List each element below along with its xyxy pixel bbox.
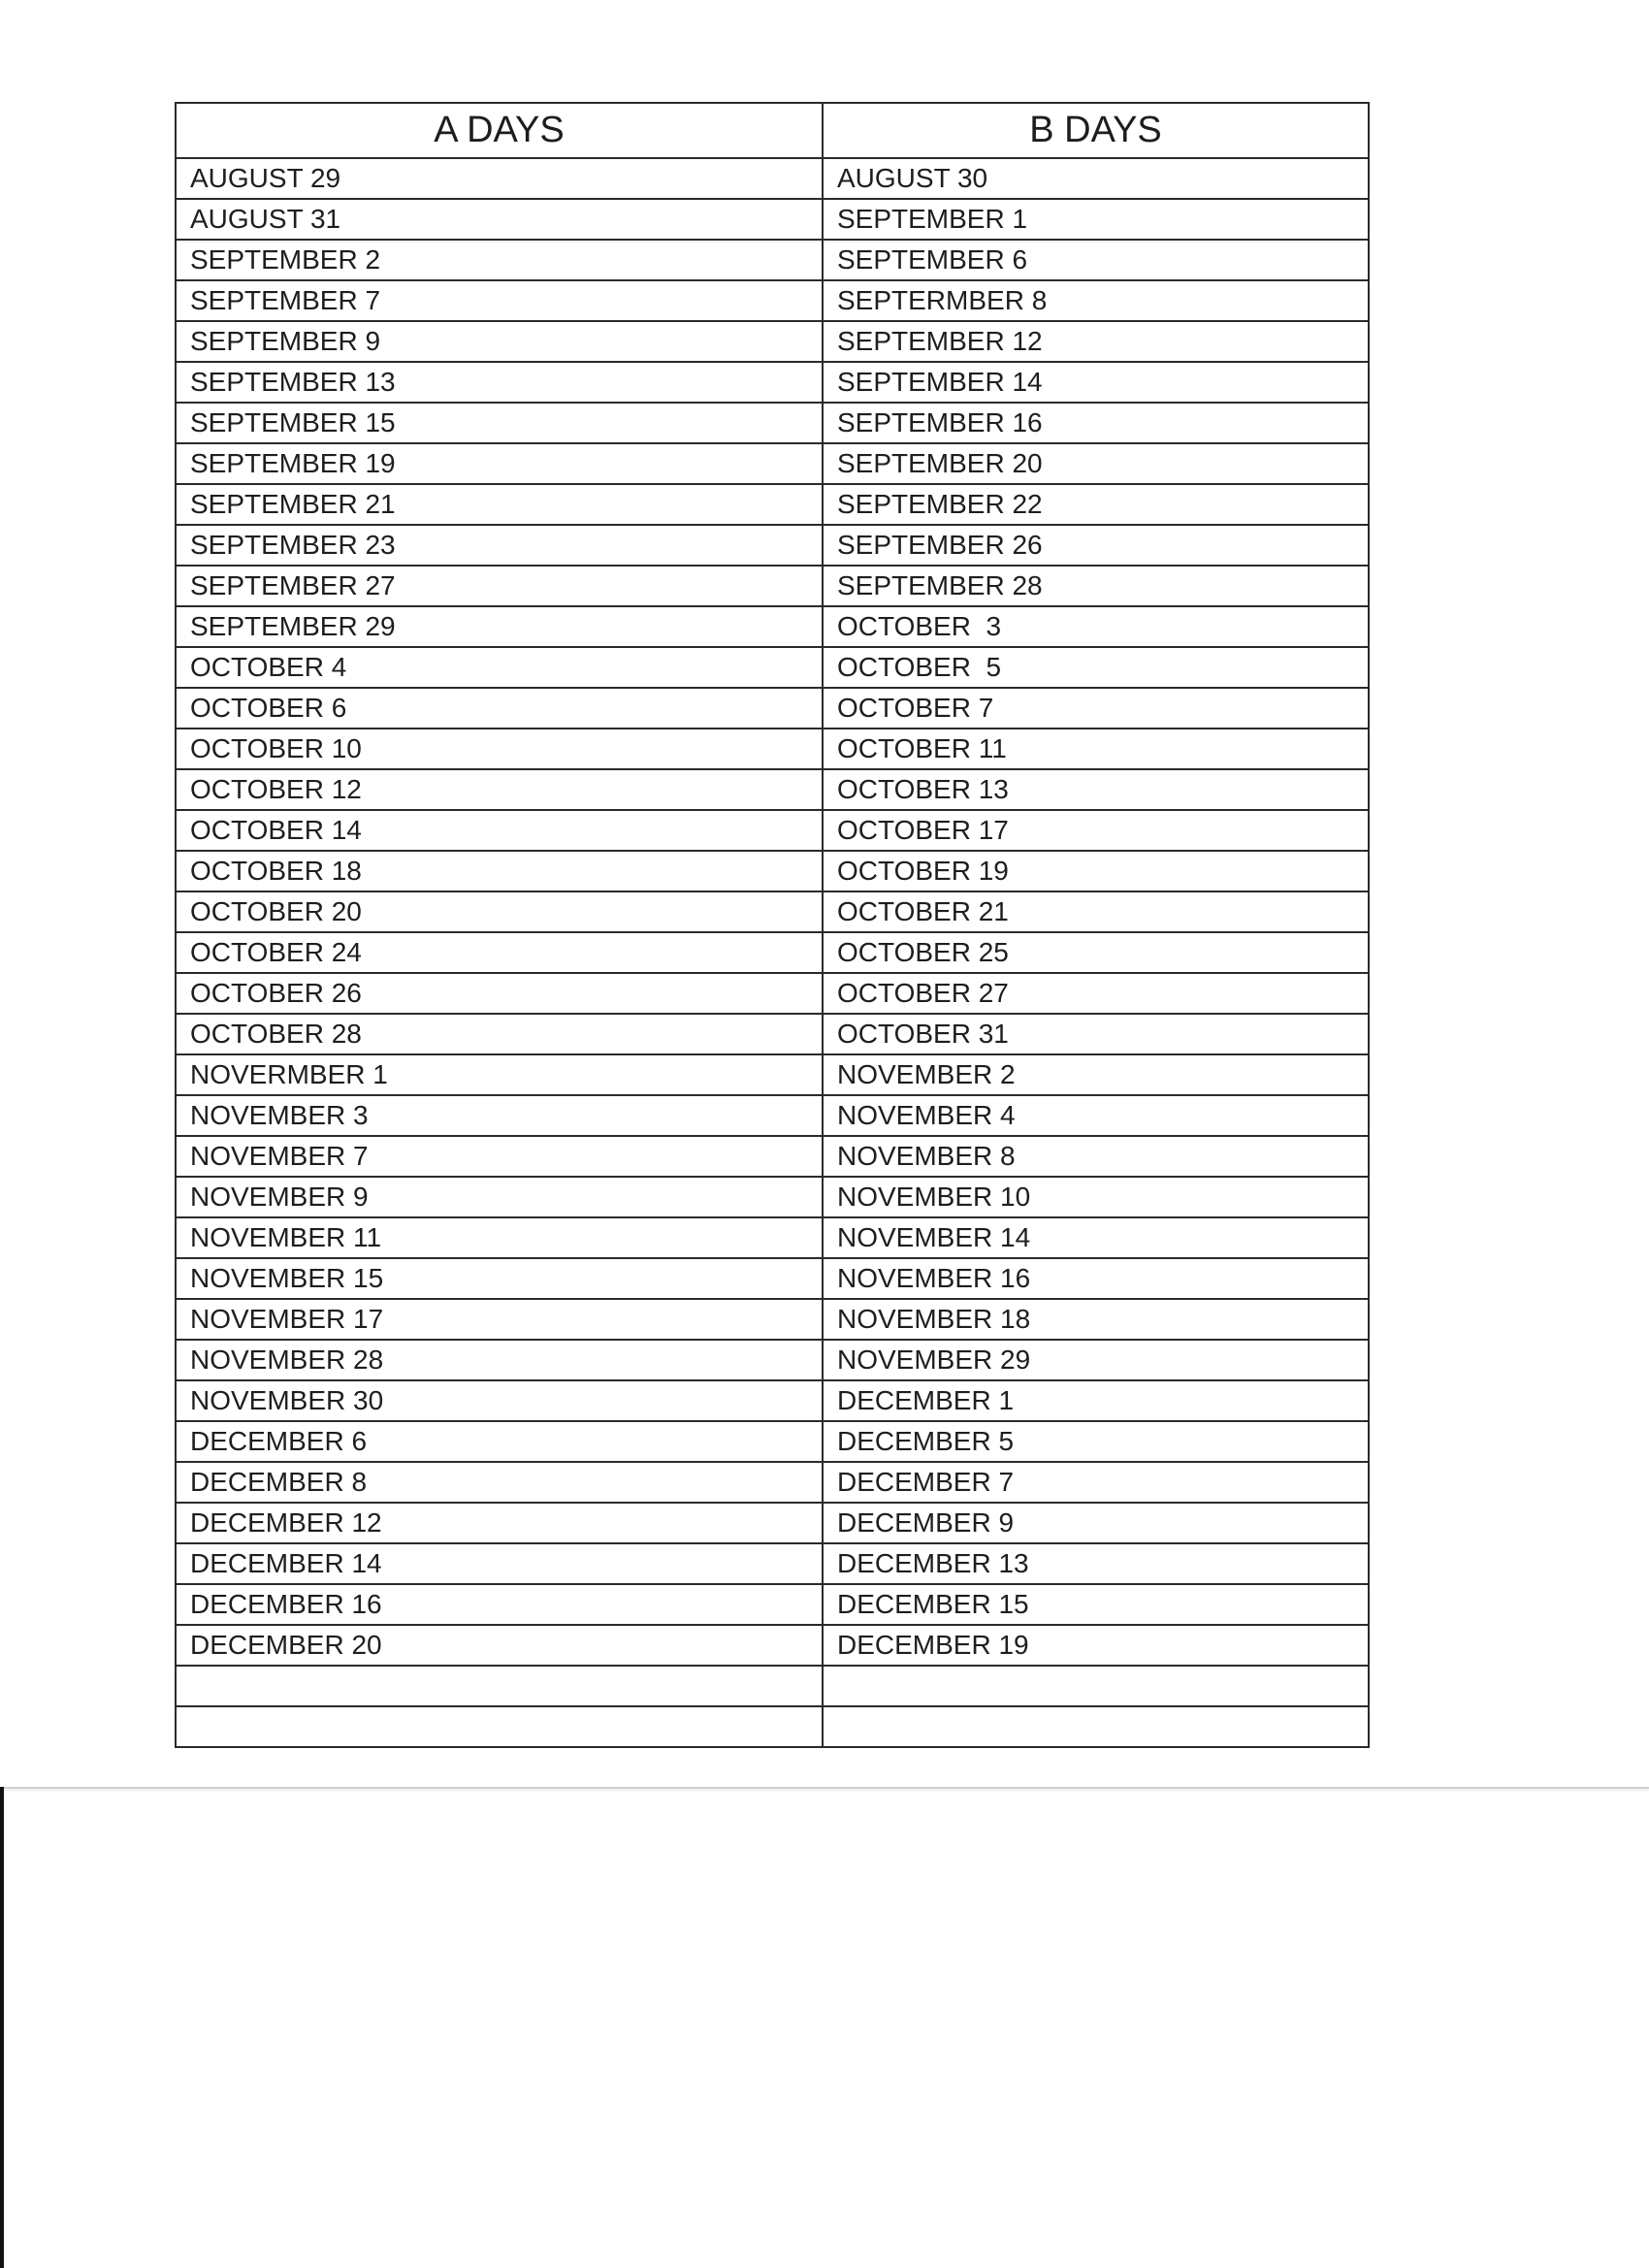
b-day-cell: SEPTEMBER 6 xyxy=(823,240,1369,280)
table-row xyxy=(176,403,1369,443)
b-day-cell: NOVEMBER 18 xyxy=(823,1299,1369,1340)
b-day-cell: SEPTEMBER 1 xyxy=(823,199,1369,240)
a-days-header: A DAYS xyxy=(176,103,823,158)
a-day-cell: SEPTEMBER 13 xyxy=(176,362,823,403)
b-day-cell: SEPTEMBER 22 xyxy=(823,484,1369,525)
b-day-cell: DECEMBER 5 xyxy=(823,1421,1369,1462)
b-day-cell: OCTOBER 7 xyxy=(823,688,1369,729)
a-day-cell: OCTOBER 20 xyxy=(176,891,823,932)
table-row xyxy=(176,321,1369,362)
a-day-cell: OCTOBER 18 xyxy=(176,851,823,891)
table-row xyxy=(176,729,1369,769)
b-day-cell: SEPTEMBER 20 xyxy=(823,443,1369,484)
a-day-cell: OCTOBER 10 xyxy=(176,729,823,769)
a-day-cell: SEPTEMBER 9 xyxy=(176,321,823,362)
b-day-cell: OCTOBER 11 xyxy=(823,729,1369,769)
table-row xyxy=(176,1136,1369,1177)
table-row xyxy=(176,851,1369,891)
a-day-cell: DECEMBER 6 xyxy=(176,1421,823,1462)
b-day-cell: SEPTEMBER 26 xyxy=(823,525,1369,566)
table-row xyxy=(176,1258,1369,1299)
table-row xyxy=(176,606,1369,647)
table-row xyxy=(176,525,1369,566)
a-day-cell: DECEMBER 14 xyxy=(176,1543,823,1584)
b-day-cell: NOVEMBER 16 xyxy=(823,1258,1369,1299)
table-row xyxy=(176,1503,1369,1543)
a-day-cell: NOVEMBER 30 xyxy=(176,1380,823,1421)
b-day-cell: SEPTEMBER 14 xyxy=(823,362,1369,403)
b-day-cell: NOVEMBER 4 xyxy=(823,1095,1369,1136)
a-day-cell: AUGUST 29 xyxy=(176,158,823,199)
b-day-cell: AUGUST 30 xyxy=(823,158,1369,199)
b-day-cell: DECEMBER 7 xyxy=(823,1462,1369,1503)
table-row xyxy=(176,1340,1369,1380)
b-day-cell: NOVEMBER 8 xyxy=(823,1136,1369,1177)
b-day-cell: OCTOBER 13 xyxy=(823,769,1369,810)
table-row xyxy=(176,1095,1369,1136)
a-day-cell: NOVEMBER 3 xyxy=(176,1095,823,1136)
a-day-cell: NOVEMBER 17 xyxy=(176,1299,823,1340)
b-day-cell: OCTOBER 31 xyxy=(823,1014,1369,1054)
table-row xyxy=(176,1014,1369,1054)
a-day-cell: OCTOBER 14 xyxy=(176,810,823,851)
table-row xyxy=(176,1054,1369,1095)
b-day-cell: OCTOBER 21 xyxy=(823,891,1369,932)
b-day-cell: OCTOBER 19 xyxy=(823,851,1369,891)
table-row xyxy=(176,240,1369,280)
table-row xyxy=(176,647,1369,688)
table-row xyxy=(176,810,1369,851)
a-day-cell: SEPTEMBER 2 xyxy=(176,240,823,280)
a-day-cell: DECEMBER 20 xyxy=(176,1625,823,1666)
table-row xyxy=(176,1380,1369,1421)
b-day-cell: NOVEMBER 14 xyxy=(823,1217,1369,1258)
a-day-cell: SEPTEMBER 27 xyxy=(176,566,823,606)
a-day-cell: SEPTEMBER 19 xyxy=(176,443,823,484)
b-day-cell: SEPTEMBER 28 xyxy=(823,566,1369,606)
b-day-cell: OCTOBER 17 xyxy=(823,810,1369,851)
b-day-cell: NOVEMBER 10 xyxy=(823,1177,1369,1217)
table-row xyxy=(176,932,1369,973)
table-row xyxy=(176,1543,1369,1584)
table-row xyxy=(176,1462,1369,1503)
a-day-cell: SEPTEMBER 7 xyxy=(176,280,823,321)
table-row xyxy=(176,1706,1369,1747)
a-day-cell: OCTOBER 28 xyxy=(176,1014,823,1054)
a-day-cell: SEPTEMBER 23 xyxy=(176,525,823,566)
b-day-cell: DECEMBER 1 xyxy=(823,1380,1369,1421)
b-day-cell xyxy=(823,1666,1369,1706)
b-day-cell: NOVEMBER 29 xyxy=(823,1340,1369,1380)
table-row xyxy=(176,769,1369,810)
a-day-cell: SEPTEMBER 21 xyxy=(176,484,823,525)
table-header-row xyxy=(176,103,1369,158)
a-day-cell: SEPTEMBER 29 xyxy=(176,606,823,647)
a-day-cell: OCTOBER 4 xyxy=(176,647,823,688)
a-day-cell: DECEMBER 8 xyxy=(176,1462,823,1503)
b-day-cell: SEPTEMBER 12 xyxy=(823,321,1369,362)
table-row xyxy=(176,1666,1369,1706)
table-row xyxy=(176,1584,1369,1625)
a-day-cell: SEPTEMBER 15 xyxy=(176,403,823,443)
b-day-cell: OCTOBER 5 xyxy=(823,647,1369,688)
a-day-cell: OCTOBER 24 xyxy=(176,932,823,973)
table-row xyxy=(176,973,1369,1014)
ab-day-schedule-table xyxy=(175,102,1370,1748)
b-day-cell: SEPTEMBER 16 xyxy=(823,403,1369,443)
a-day-cell: DECEMBER 16 xyxy=(176,1584,823,1625)
a-day-cell: NOVEMBER 7 xyxy=(176,1136,823,1177)
b-day-cell: OCTOBER 3 xyxy=(823,606,1369,647)
b-days-header: B DAYS xyxy=(823,103,1369,158)
b-day-cell: NOVEMBER 2 xyxy=(823,1054,1369,1095)
a-day-cell: OCTOBER 6 xyxy=(176,688,823,729)
table-row xyxy=(176,688,1369,729)
table-row xyxy=(176,566,1369,606)
a-day-cell: NOVEMBER 11 xyxy=(176,1217,823,1258)
b-day-cell: DECEMBER 19 xyxy=(823,1625,1369,1666)
b-day-cell: SEPTERMBER 8 xyxy=(823,280,1369,321)
b-day-cell: DECEMBER 9 xyxy=(823,1503,1369,1543)
table-row xyxy=(176,1625,1369,1666)
a-day-cell xyxy=(176,1706,823,1747)
a-day-cell: NOVEMBER 28 xyxy=(176,1340,823,1380)
table-row xyxy=(176,362,1369,403)
table-row xyxy=(176,1217,1369,1258)
table-row xyxy=(176,1299,1369,1340)
b-day-cell: DECEMBER 13 xyxy=(823,1543,1369,1584)
b-day-cell: OCTOBER 27 xyxy=(823,973,1369,1014)
table-row xyxy=(176,891,1369,932)
a-day-cell: NOVERMBER 1 xyxy=(176,1054,823,1095)
a-day-cell: NOVEMBER 15 xyxy=(176,1258,823,1299)
table-row xyxy=(176,280,1369,321)
table-row xyxy=(176,1177,1369,1217)
a-day-cell: AUGUST 31 xyxy=(176,199,823,240)
a-day-cell: OCTOBER 26 xyxy=(176,973,823,1014)
a-day-cell: DECEMBER 12 xyxy=(176,1503,823,1543)
a-day-cell: NOVEMBER 9 xyxy=(176,1177,823,1217)
a-day-cell: OCTOBER 12 xyxy=(176,769,823,810)
table-row xyxy=(176,443,1369,484)
table-row xyxy=(176,158,1369,199)
b-day-cell xyxy=(823,1706,1369,1747)
a-day-cell xyxy=(176,1666,823,1706)
table-row xyxy=(176,1421,1369,1462)
b-day-cell: DECEMBER 15 xyxy=(823,1584,1369,1625)
b-day-cell: OCTOBER 25 xyxy=(823,932,1369,973)
scan-edge-shadow xyxy=(0,1787,4,2268)
schedule-body xyxy=(176,158,1369,1747)
table-row xyxy=(176,484,1369,525)
table-row xyxy=(176,199,1369,240)
